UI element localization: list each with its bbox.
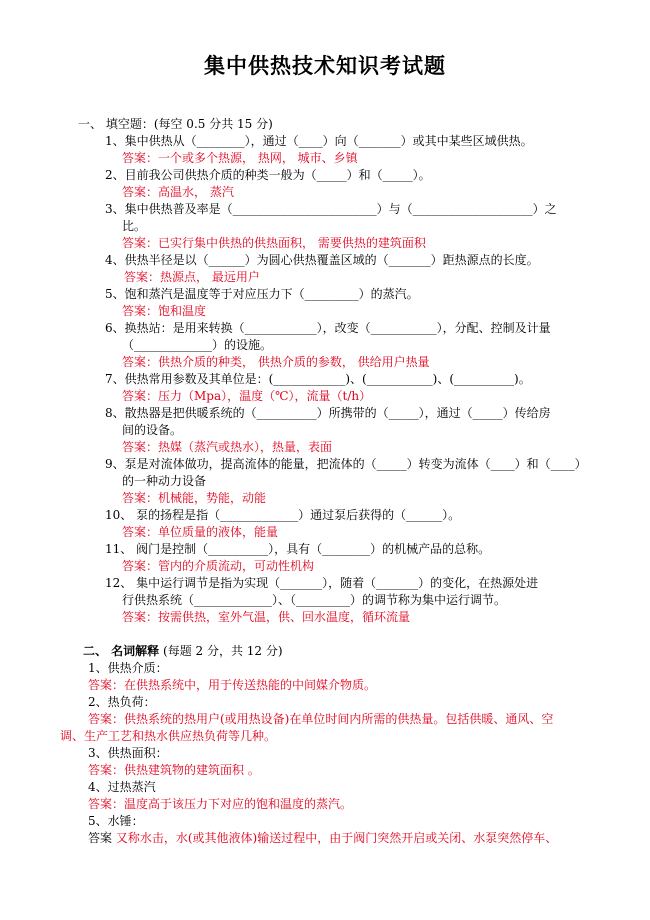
question-text: 4、供热半径是以（______）为圆心供热覆盖区域的（_______）距热源点的长度。	[105, 253, 539, 267]
question-text: 行供热系统（_____________）、（_________）的调节称为集中运行调节。	[122, 593, 507, 607]
term-title: 3、供热面积：	[88, 746, 168, 760]
term-title: 2、热负荷：	[88, 695, 156, 709]
answer-text: 答案：按需供热，室外气温，供、回水温度，循环流量	[122, 610, 411, 624]
question-text: 6、换热站：是用来转换（____________），改变（___________），分配、控制及计量	[105, 321, 551, 335]
answer-text: 又称水击，水(或其他液体)输送过程中，由于阀门突然开启或关闭、水泵突然停车、	[115, 831, 558, 845]
answer-text: 答案：压力（Mpa），温度（℃），流量（t/h）	[122, 389, 372, 403]
answer-text: 答案：温度高于该压力下对应的饱和温度的蒸汽。	[88, 797, 353, 811]
answer-text: 答案：饱和温度	[122, 304, 207, 318]
section-score: (每题 2 分，共 12 分)	[163, 644, 283, 658]
answer-text: 答案：已实行集中供热的供热面积， 需要供热的建筑面积	[122, 236, 426, 250]
question-text: 1、集中供热从（________），通过（____）向（_______）或其中某些区域供热。	[105, 134, 533, 148]
answer-line	[88, 830, 557, 846]
answer-label: 答案	[88, 831, 113, 845]
question-text: 9、泵是对流体做功，提高流体的能量，把流体的（_____）转变为流体（____）和（____）	[105, 457, 587, 471]
term-title: 4、过热蒸汽	[88, 780, 156, 794]
section-title: 二、 名词解释	[83, 644, 160, 658]
answer-text: 答案：热源点， 最远用户	[124, 270, 260, 284]
question-text: 间的设备。	[122, 423, 183, 437]
question-text: 2、目前我公司供热介质的种类一般为（_____）和（_____）。	[105, 168, 431, 182]
question-text: 3、集中供热普及率是（________________________）与（____________________）之	[105, 202, 557, 216]
answer-text: 答案：高温水， 蒸汽	[122, 185, 234, 199]
question-text: 8、散热器是把供暖系统的（__________）所携带的（_____），通过（_____）传给房	[105, 406, 551, 420]
answer-text: 答案：一个或多个热源， 热网， 城市、乡镇	[122, 151, 358, 165]
question-text: 11、 阀门是控制（__________），具有（________）的机械产品的总称。	[105, 542, 491, 556]
section-heading: 一、 填空题：(每空 0.5 分共 15 分)	[78, 117, 273, 131]
question-text: 的一种动力设备	[122, 474, 207, 488]
answer-text: 答案：供热建筑物的建筑面积 。	[88, 763, 260, 777]
question-text: （_____________）的设施。	[122, 338, 273, 352]
answer-text: 答案：管内的介质流动，可动性机构	[122, 559, 315, 573]
question-text: 5、饱和蒸汽是温度等于对应压力下（_________）的蒸汽。	[105, 287, 419, 301]
answer-text: 答案：单位质量的液体，能量	[122, 525, 279, 539]
term-title: 1、供热介质：	[88, 661, 168, 675]
answer-text: 调、生产工艺和热水供应热负荷等几种。	[60, 729, 277, 743]
answer-text: 答案：供热介质的种类， 供热介质的参数， 供给用户热量	[122, 355, 430, 369]
answer-text: 答案：供热系统的热用户(或用热设备)在单位时间内所需的供热量。包括供暖、通风、空	[88, 712, 554, 726]
question-text: 比。	[122, 219, 147, 233]
question-text: 12、 集中运行调节是指为实现（_______），随着（_______）的变化，在热源处进	[105, 576, 539, 590]
answer-text: 答案：机械能，势能，动能	[122, 491, 267, 505]
section-heading	[83, 643, 283, 659]
page-title: 集中供热技术知识考试题	[204, 54, 446, 78]
answer-text: 答案：热媒（蒸汽或热水），热量，表面	[122, 440, 333, 454]
term-title: 5、水锤：	[88, 814, 144, 828]
answer-text: 答案：在供热系统中，用于传送热能的中间媒介物质。	[88, 678, 377, 692]
question-text: 7、供热常用参数及其单位是：(____________)、(___________)、(__________)。	[105, 372, 531, 386]
question-text: 10、 泵的扬程是指（_____________）通过泵后获得的（______）。	[105, 508, 461, 522]
